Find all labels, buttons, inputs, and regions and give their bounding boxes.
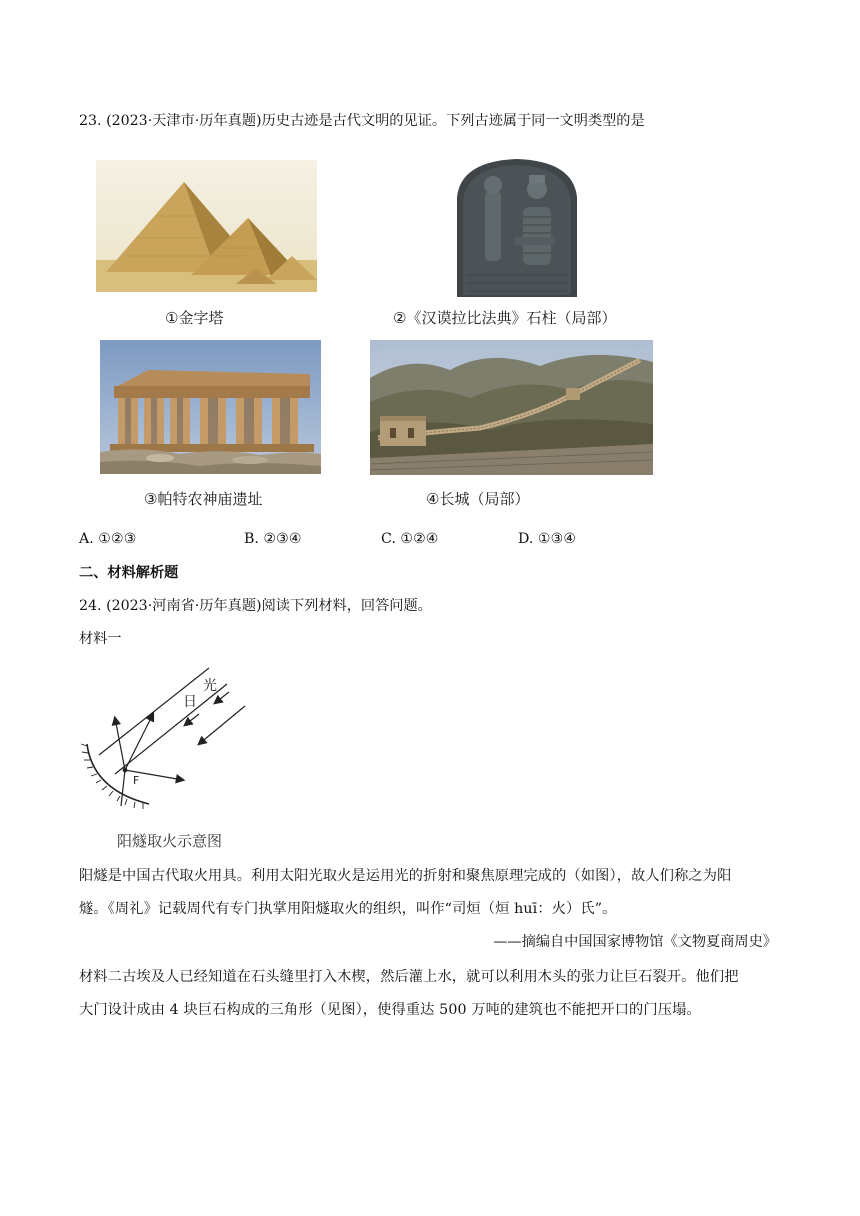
great-wall-photo	[370, 340, 653, 475]
diagram-label-sun: 日	[183, 694, 197, 710]
option-c: C. ①②④	[381, 531, 439, 547]
diagram-label-focus: F	[133, 774, 140, 787]
option-d: D. ①③④	[518, 531, 577, 547]
caption-great-wall: ④长城（局部）	[426, 490, 530, 508]
question-24-stem: 24. (2023·河南省·历年真题)阅读下列材料，回答问题。	[79, 598, 432, 614]
question-23-stem: 23. (2023·天津市·历年真题)历史古迹是古代文明的见证。下列古迹属于同一文明类型的是	[79, 113, 645, 129]
section-heading: 二、材料解析题	[79, 565, 179, 581]
diagram-caption: 阳燧取火示意图	[117, 832, 223, 850]
pyramids-photo	[96, 160, 317, 292]
material-2-line-2: 大门设计成由 4 块巨石构成的三角形（见图），使得重达 500 万吨的建筑也不能把开口的门压塌。	[79, 1002, 701, 1018]
hammurabi-stele-photo	[453, 157, 581, 297]
caption-pyramids: ①金字塔	[165, 309, 224, 327]
caption-parthenon: ③帕特农神庙遗址	[144, 490, 263, 508]
material-1-line-2: 燧。《周礼》记载周代有专门执掌用阳燧取火的组织，叫作“司烜（烜 huī：火）氏”。	[79, 901, 617, 917]
option-a: A. ①②③	[79, 531, 137, 547]
material-2-line-1: 材料二古埃及人已经知道在石头缝里打入木楔，然后灌上水，就可以利用木头的张力让巨石裂开。他们把	[79, 969, 739, 985]
material-source: ——摘编自中国国家博物馆《文物夏商周史》	[493, 934, 777, 950]
material-1-label: 材料一	[79, 631, 122, 647]
option-b: B. ②③④	[244, 531, 302, 547]
material-1-line-1: 阳燧是中国古代取火用具。利用太阳光取火是运用光的折射和聚焦原理完成的（如图），故人们称之为阳	[79, 868, 732, 884]
yangsui-diagram-figure	[79, 660, 279, 820]
caption-hammurabi-stele: ②《汉谟拉比法典》石柱（局部）	[393, 309, 617, 327]
parthenon-photo	[100, 340, 321, 474]
yangsui-diagram	[79, 660, 279, 860]
diagram-label-light: 光	[203, 678, 217, 694]
